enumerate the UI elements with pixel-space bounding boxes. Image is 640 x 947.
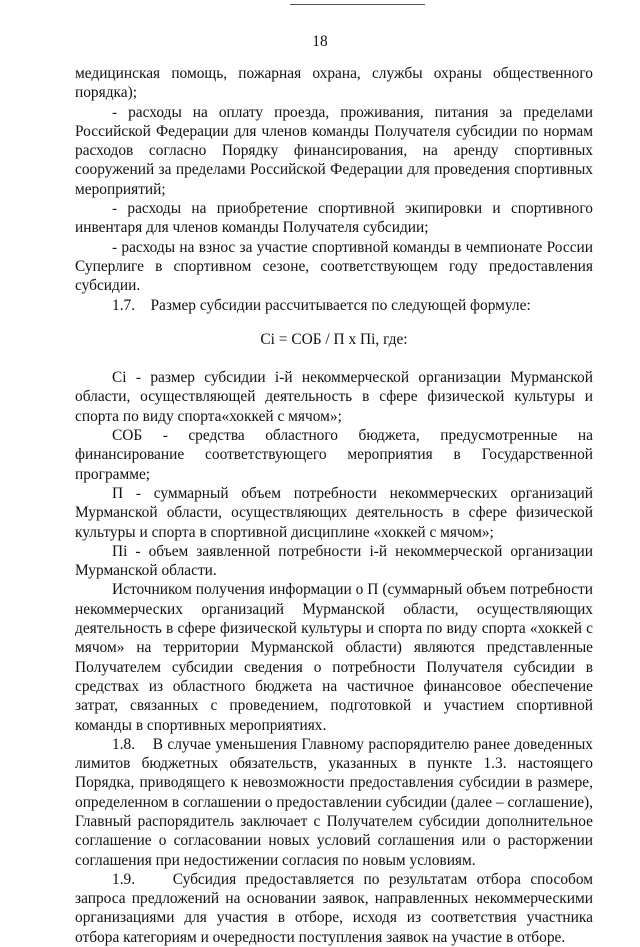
top-scan-line bbox=[290, 4, 425, 5]
paragraph-equipment-expenses: - расходы на приобретение спортивной экипировки и спортивного инвентаря для членов команды Получателя субсидии; bbox=[75, 200, 593, 237]
subsidy-formula: Ci = СОБ / П х Пi, где: bbox=[260, 330, 408, 348]
paragraph-clause-1-9: 1.9. Субсидия предоставляется по результатам отбора способом запроса предложений на основании заявок, направленных некоммерческими организациями для участия в отборе, исходя из соответствия участника отбора категориям и очередности поступления заявок на участие в отборе. bbox=[75, 870, 597, 946]
definition-p: П - суммарный объем потребности некоммерческих организаций Мурманской области, осуществляющих деятельность в сфере физической культуры и спорта в спортивной дисциплине «хоккей с мячом»; bbox=[75, 484, 593, 541]
definition-ci: Ci - размер субсидии i-й некоммерческой организации Мурманской области, осуществляющей деятельность в сфере физической культуры и спорта по виду спорта«хоккей с мячом»; bbox=[75, 369, 593, 425]
document-body bbox=[75, 64, 597, 947]
paragraph-information-source: Источником получения информации о П (суммарный объем потребности некоммерческих организаций Мурманской области, осуществляющих деятельность в сфере физической культуры и спорта по виду спорта «хоккей с мячом» на территории Мурманской области) являются представленные Получателем субсидии сведения о потребности Получателя субсидии в средствах из областного бюджета на частичное финансовое обеспечение затрат, связанных с проведением, подготовкой и участием спортивной команды в спортивных мероприятиях. bbox=[75, 581, 593, 734]
definition-sob: СОБ - средства областного бюджета, предусмотренные на финансирование соответствующего мероприятия в Государственной программе; bbox=[75, 427, 593, 483]
definition-pi: Пi - объем заявленной потребности i-й некоммерческой организации Мурманской области. bbox=[75, 542, 593, 580]
paragraph-continuation: медицинская помощь, пожарная охрана, службы охраны общественного порядка); bbox=[75, 65, 593, 102]
paragraph-clause-1-8: 1.8. В случае уменьшения Главному распорядителю ранее доведенных лимитов бюджетных обязательств, указанных в пункте 1.3. настоящего Порядка, приводящего к невозможности предоставления субсидии в размере, определенном в соглашении о предоставлении субсидии (далее – соглашение), Главный распорядитель заключает с Получателем субсидии дополнительное соглашение о согласовании новых условий соглашения или о расторжении соглашения при недостижении согласия по новым условиям. bbox=[75, 735, 597, 869]
paragraph-travel-expenses: - расходы на оплату проезда, проживания, питания за пределами Российской Федерации для членов команды Получателя субсидии по нормам расходов согласно Порядку финансирования, на аренду спортивных сооружений за пределами Российской Федерации для проведения спортивных мероприятий; bbox=[75, 103, 593, 198]
page-number: 18 bbox=[312, 33, 328, 50]
paragraph-clause-1-7: 1.7. Размер субсидии рассчитывается по следующей формуле: bbox=[112, 296, 531, 314]
paragraph-fee-expenses: - расходы на взнос за участие спортивной команды в чемпионате России Суперлиге в спортивном сезоне, соответствующем году предоставления субсидии. bbox=[75, 238, 593, 295]
